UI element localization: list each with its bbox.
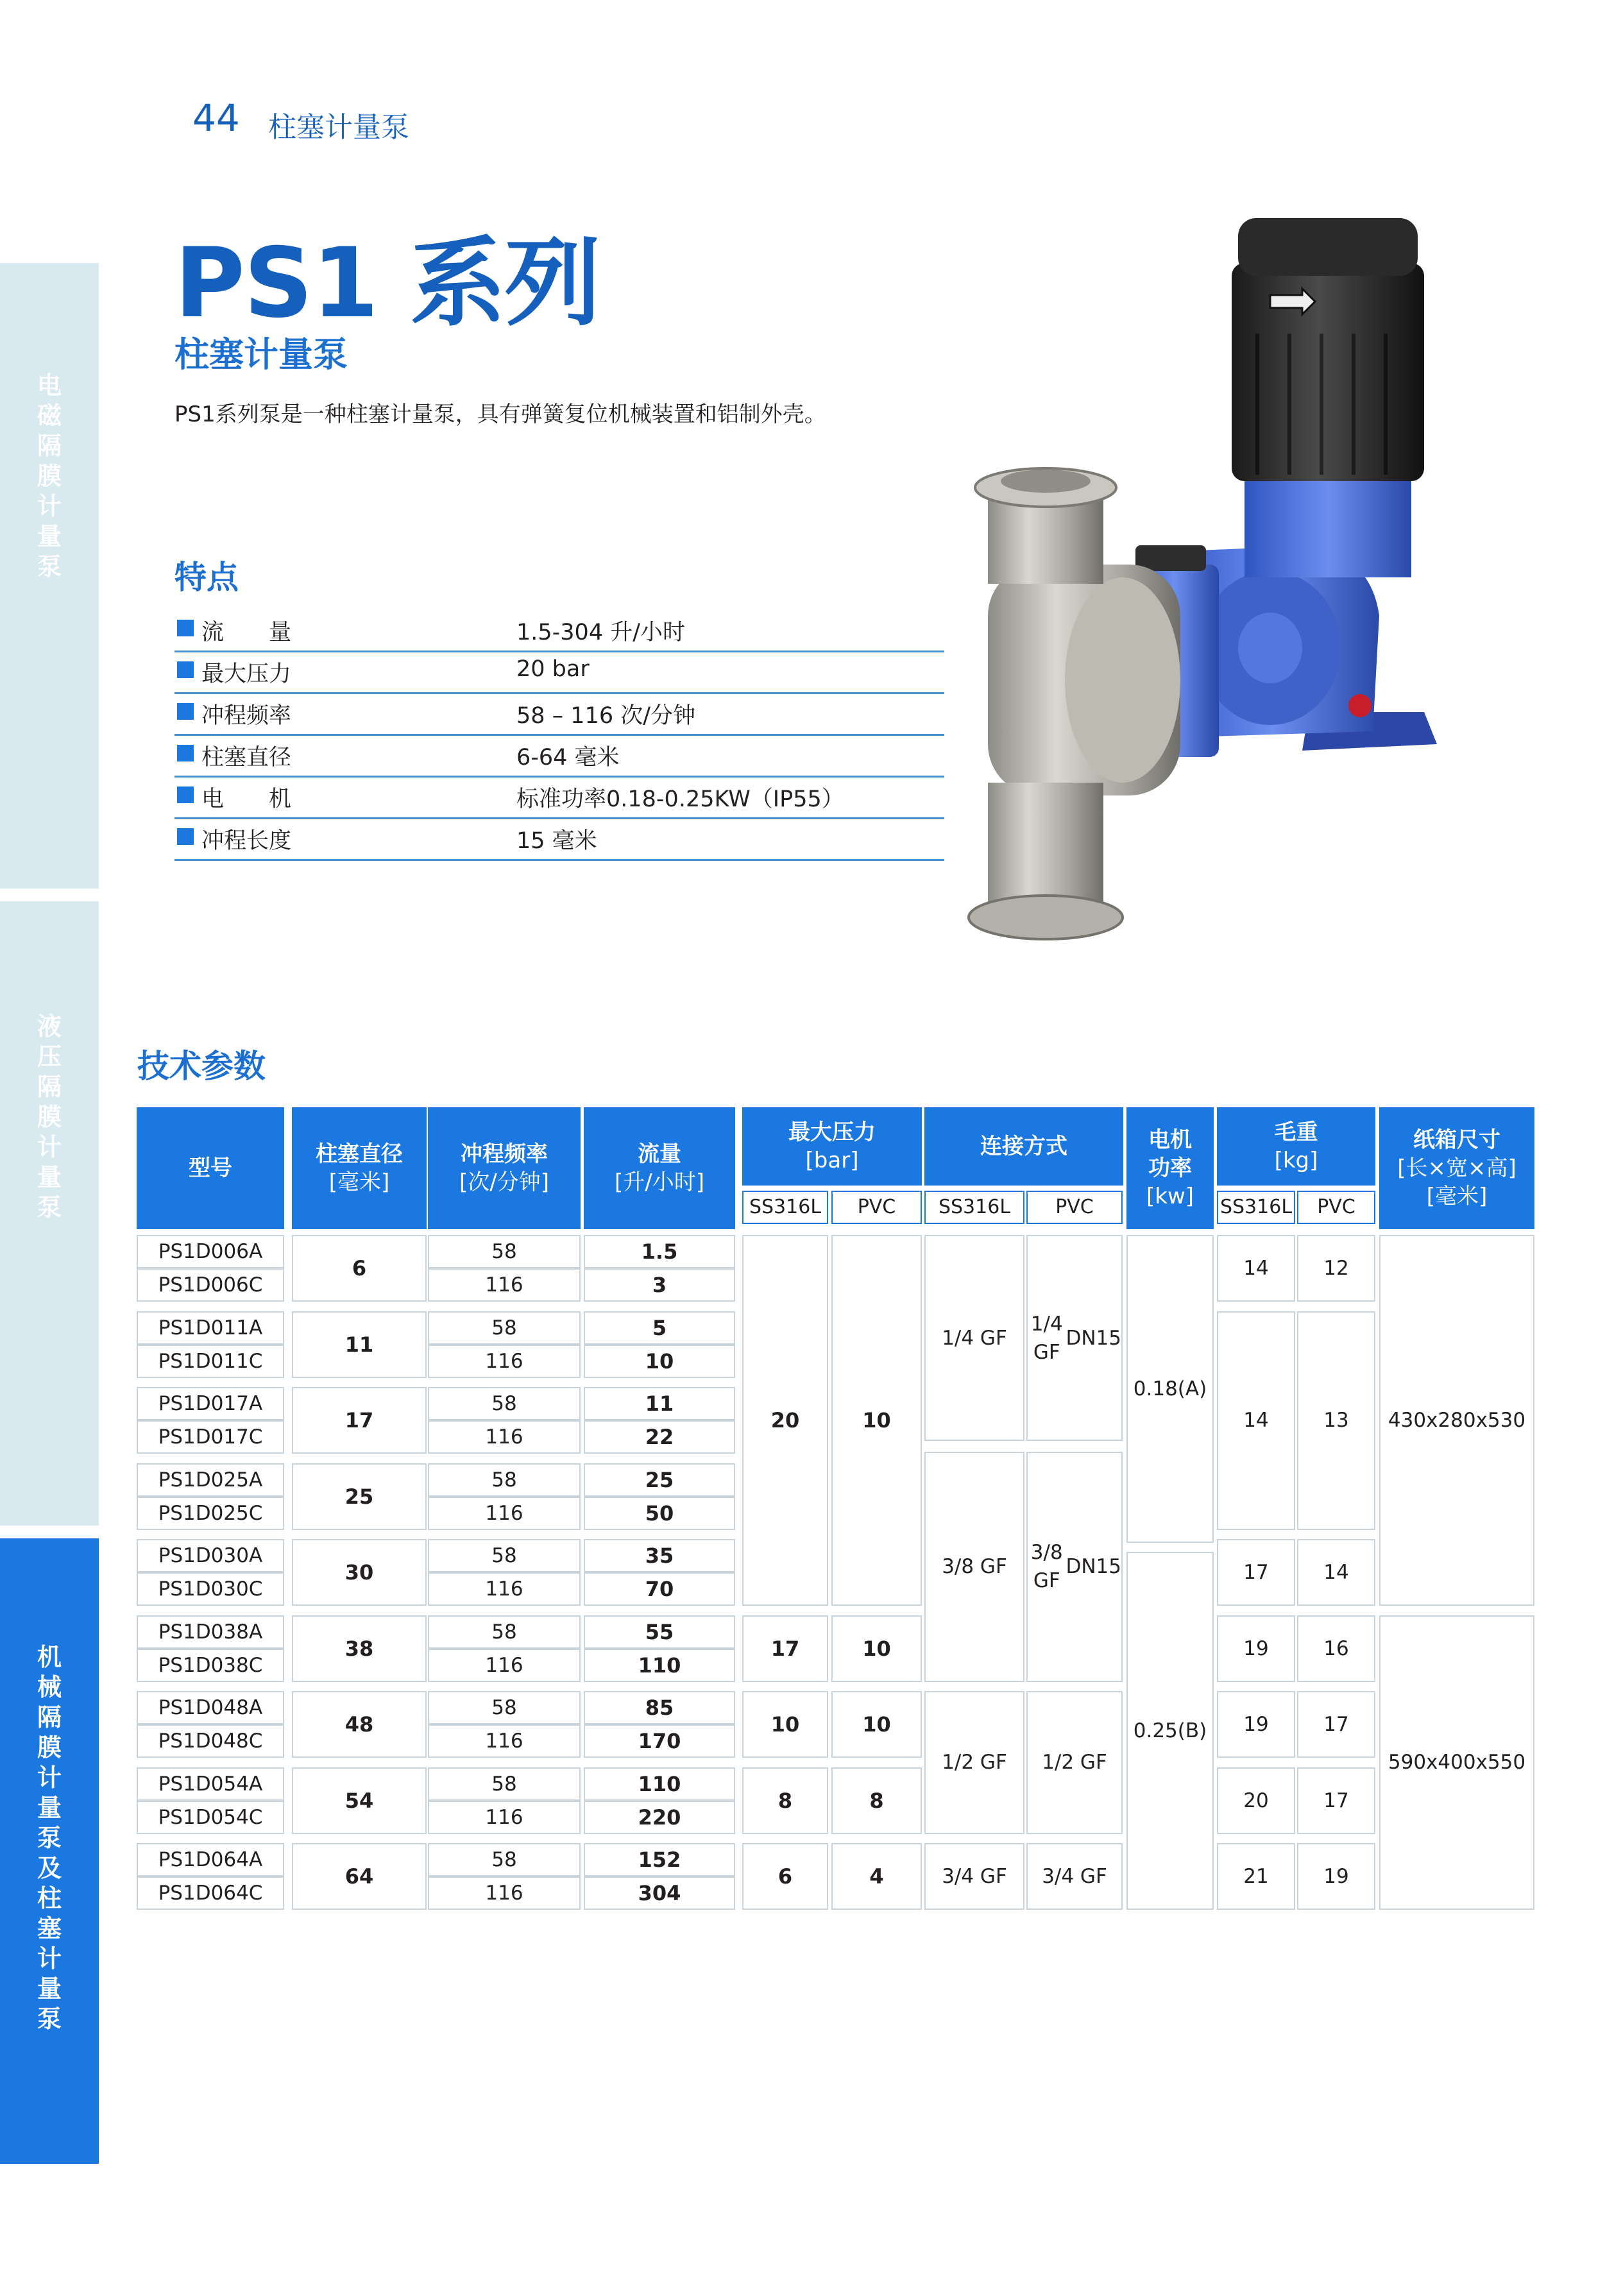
header-motor-power: 电机 功率 [kw] [1126,1107,1214,1229]
bullet-square-icon [177,620,194,636]
cell-pressure-pvc: 10 [831,1691,922,1758]
cell-model: PS1D017A [137,1387,284,1420]
cell-stroke-frequency: 58 [428,1235,581,1268]
cell-weight-pvc: 16 [1297,1615,1375,1682]
cell-model: PS1D025C [137,1497,284,1530]
feature-row [174,776,944,819]
header-flow: 流量 [升/小时] [584,1107,735,1229]
cell-flow: 85 [584,1691,735,1724]
cell-stroke-frequency: 116 [428,1876,581,1910]
feature-value: 标准功率0.18-0.25KW（IP55） [516,787,844,812]
cell-pressure-pvc: 10 [831,1235,922,1606]
cell-flow: 170 [584,1724,735,1758]
page-number: 44 [192,96,240,140]
cell-stroke-frequency: 116 [428,1801,581,1834]
cell-model: PS1D011A [137,1311,284,1345]
cell-flow: 220 [584,1801,735,1834]
cell-weight-pvc: 17 [1297,1767,1375,1834]
feature-row [174,609,944,652]
cell-stroke-frequency: 58 [428,1843,581,1876]
header-plunger-diameter: 柱塞直径 [毫米] [292,1107,427,1229]
cell-flow: 70 [584,1572,735,1606]
cell-model: PS1D064C [137,1876,284,1910]
side-tab-label: 液压隔膜计量泵 [37,1012,62,1221]
cell-stroke-frequency: 116 [428,1345,581,1378]
cell-plunger-diameter: 6 [292,1235,427,1302]
cell-plunger-diameter: 17 [292,1387,427,1454]
cell-connection-pvc: 3/8 GF DN15 [1026,1452,1123,1682]
header-stroke-frequency: 冲程频率 [次/分钟] [428,1107,581,1229]
feature-label: 柱塞直径 [201,745,292,770]
feature-label: 冲程长度 [201,828,292,854]
feature-label: 冲程频率 [201,703,292,729]
cell-model: PS1D038C [137,1649,284,1682]
cell-flow: 25 [584,1463,735,1497]
subheader-weight-ss: SS316L [1217,1191,1295,1224]
cell-weight-pvc: 17 [1297,1691,1375,1758]
cell-plunger-diameter: 48 [292,1691,427,1758]
feature-label: 电 机 [201,787,292,812]
cell-connection-pvc: 1/4 GF DN15 [1026,1235,1123,1441]
cell-weight-ss: 20 [1217,1767,1295,1834]
cell-plunger-diameter: 64 [292,1843,427,1910]
cell-stroke-frequency: 116 [428,1497,581,1530]
cell-connection-pvc: 3/4 GF [1026,1843,1123,1910]
cell-stroke-frequency: 58 [428,1387,581,1420]
intro-text: PS1系列泵是一种柱塞计量泵，具有弹簧复位机械装置和铝制外壳。 [174,402,826,427]
feature-value: 58 – 116 次/分钟 [516,703,696,729]
cell-model: PS1D017C [137,1420,284,1454]
bullet-square-icon [177,661,194,678]
cell-connection-pvc: 1/2 GF [1026,1691,1123,1834]
cell-flow: 110 [584,1767,735,1801]
features-heading: 特点 [174,559,239,596]
cell-plunger-diameter: 54 [292,1767,427,1834]
cell-model: PS1D025A [137,1463,284,1497]
cell-stroke-frequency: 58 [428,1767,581,1801]
cell-stroke-frequency: 58 [428,1311,581,1345]
tech-params-heading: 技术参数 [137,1048,266,1085]
side-tab-label: 电磁隔膜计量泵 [37,371,62,581]
cell-model: PS1D054A [137,1767,284,1801]
cell-model: PS1D048C [137,1724,284,1758]
side-tab-mechanical[interactable] [0,1538,99,2164]
cell-stroke-frequency: 58 [428,1463,581,1497]
cell-weight-ss: 21 [1217,1843,1295,1910]
cell-flow: 3 [584,1268,735,1302]
feature-value: 20 bar [516,656,590,682]
feature-row [174,651,944,694]
cell-pressure-ss: 17 [742,1615,828,1682]
cell-flow: 1.5 [584,1235,735,1268]
cell-flow: 50 [584,1497,735,1530]
cell-weight-ss: 14 [1217,1235,1295,1302]
subheader-connection-ss: SS316L [924,1191,1024,1224]
feature-label: 流 量 [201,620,292,645]
cell-pressure-ss: 6 [742,1843,828,1910]
subheader-pressure-ss: SS316L [742,1191,828,1224]
cell-stroke-frequency: 58 [428,1539,581,1572]
side-tab-label: 机械隔膜计量泵及柱塞计量泵 [37,1643,62,2033]
feature-row [174,735,944,778]
cell-plunger-diameter: 11 [292,1311,427,1378]
cell-motor-power: 0.25(B) [1126,1552,1214,1910]
cell-flow: 152 [584,1843,735,1876]
cell-stroke-frequency: 58 [428,1691,581,1724]
cell-connection-ss: 3/4 GF [924,1843,1024,1910]
cell-flow: 304 [584,1876,735,1910]
cell-flow: 55 [584,1615,735,1649]
subheader-weight-pvc: PVC [1297,1191,1375,1224]
cell-model: PS1D038A [137,1615,284,1649]
side-tab-hydraulic[interactable] [0,901,99,1526]
cell-stroke-frequency: 116 [428,1649,581,1682]
cell-model: PS1D006C [137,1268,284,1302]
cell-stroke-frequency: 116 [428,1268,581,1302]
bullet-square-icon [177,787,194,803]
cell-stroke-frequency: 116 [428,1724,581,1758]
feature-row [174,693,944,736]
cell-weight-ss: 14 [1217,1311,1295,1530]
cell-stroke-frequency: 116 [428,1572,581,1606]
header-gross-weight: 毛重 [kg] [1217,1107,1375,1186]
cell-plunger-diameter: 25 [292,1463,427,1530]
cell-pressure-ss: 20 [742,1235,828,1606]
cell-model: PS1D006A [137,1235,284,1268]
feature-value: 1.5-304 升/小时 [516,620,686,645]
cell-model: PS1D054C [137,1801,284,1834]
cell-flow: 5 [584,1311,735,1345]
cell-connection-ss: 1/2 GF [924,1691,1024,1834]
cell-weight-pvc: 14 [1297,1539,1375,1606]
cell-model: PS1D064A [137,1843,284,1876]
subheader-pressure-pvc: PVC [831,1191,922,1224]
cell-carton-size: 430x280x530 [1379,1235,1534,1606]
bullet-square-icon [177,745,194,761]
bullet-square-icon [177,703,194,720]
cell-model: PS1D011C [137,1345,284,1378]
cell-flow: 22 [584,1420,735,1454]
cell-connection-ss: 1/4 GF [924,1235,1024,1441]
cell-pressure-ss: 8 [742,1767,828,1834]
cell-flow: 11 [584,1387,735,1420]
feature-row [174,818,944,861]
cell-model: PS1D048A [137,1691,284,1724]
cell-motor-power: 0.18(A) [1126,1235,1214,1543]
cell-flow: 35 [584,1539,735,1572]
cell-weight-pvc: 19 [1297,1843,1375,1910]
cell-weight-ss: 19 [1217,1691,1295,1758]
pump-image [911,205,1488,975]
cell-flow: 10 [584,1345,735,1378]
cell-connection-ss: 3/8 GF [924,1452,1024,1682]
side-tab-electromagnetic[interactable] [0,263,99,889]
subheader-connection-pvc: PVC [1026,1191,1123,1224]
cell-plunger-diameter: 38 [292,1615,427,1682]
cell-carton-size: 590x400x550 [1379,1615,1534,1910]
cell-weight-ss: 17 [1217,1539,1295,1606]
cell-weight-pvc: 12 [1297,1235,1375,1302]
cell-plunger-diameter: 30 [292,1539,427,1606]
subtitle: 柱塞计量泵 [174,334,348,375]
feature-value: 6-64 毫米 [516,745,620,770]
header-max-pressure: 最大压力 [bar] [742,1107,922,1186]
cell-pressure-ss: 10 [742,1691,828,1758]
header-connection: 连接方式 [924,1107,1123,1186]
page-title: PS1 系列 [174,228,600,339]
cell-weight-ss: 19 [1217,1615,1295,1682]
cell-flow: 110 [584,1649,735,1682]
bullet-square-icon [177,828,194,845]
cell-pressure-pvc: 10 [831,1615,922,1682]
cell-model: PS1D030C [137,1572,284,1606]
cell-stroke-frequency: 58 [428,1615,581,1649]
cell-stroke-frequency: 116 [428,1420,581,1454]
header-carton-size: 纸箱尺寸 [长×宽×高] [毫米] [1379,1107,1534,1229]
section-name: 柱塞计量泵 [268,111,409,144]
header-model: 型号 [137,1107,284,1229]
feature-value: 15 毫米 [516,828,597,854]
feature-label: 最大压力 [201,661,292,687]
cell-pressure-pvc: 4 [831,1843,922,1910]
cell-weight-pvc: 13 [1297,1311,1375,1530]
cell-model: PS1D030A [137,1539,284,1572]
cell-pressure-pvc: 8 [831,1767,922,1834]
